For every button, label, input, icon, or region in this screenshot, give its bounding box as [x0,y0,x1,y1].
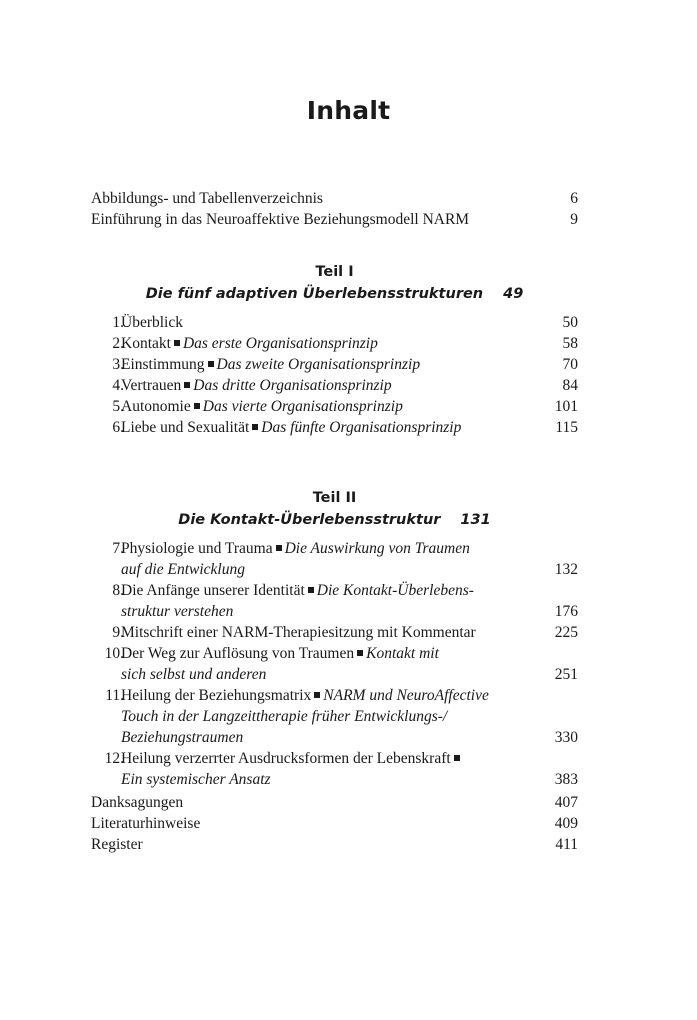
chapter-title-line [121,354,521,375]
chapter-title-main: Einstimmung [121,356,205,373]
chapter-title-line [121,333,521,354]
part-subtitle-text: Die fünf adaptiven Überlebensstrukturen [145,286,484,302]
chapter-title-main: Vertrauen [121,377,182,394]
chapter-number: 12. [104,750,124,767]
chapter-title-line [121,685,521,706]
chapter-title-line [121,601,521,622]
chapter-page: 58 [562,335,578,352]
chapter-entry [91,312,578,333]
part-page: 49 [503,286,524,302]
chapter-page: 132 [554,561,578,578]
separator-square [252,424,258,430]
separator-square [314,692,320,698]
chapter-page: 84 [562,377,578,394]
chapter-title-main: Heilung verzerrter Ausdrucksformen der Lebenskraft [121,750,451,767]
entry-label: Register [91,836,143,853]
chapter-number: 1. [112,314,124,331]
chapter-title-main: Der Weg zur Auflösung von Traumen [121,645,355,662]
separator-square [357,650,363,656]
chapter-title-line [121,580,521,601]
entry-page: 409 [554,815,578,832]
chapter-title-line [121,622,521,643]
chapter-title-main: Autonomie [121,398,191,415]
chapter-title-line [121,417,521,438]
chapter-entry [91,685,578,748]
chapter-entry [91,748,578,790]
entry-label: Danksagungen [91,794,184,811]
chapter-title-line [121,375,521,396]
chapter-title-line [121,706,521,727]
chapter-entry [91,622,578,643]
page-title: Inhalt [306,96,391,125]
chapter-number: 7. [112,540,124,557]
chapter-subtitle: Das dritte Organisationsprinzip [193,377,392,394]
chapter-title-main: Überblick [121,314,183,331]
chapter-subtitle: NARM und NeuroAffective [323,687,489,704]
entry-page: 9 [570,211,578,228]
chapter-title-line [121,559,521,580]
chapter-number: 8. [112,582,124,599]
chapter-page: 251 [554,666,578,683]
chapter-subtitle: auf die Entwicklung [121,561,245,578]
chapter-title-line [121,748,521,769]
chapter-title-main: Heilung der Beziehungsmatrix [121,687,312,704]
chapter-title [121,375,521,396]
chapter-page: 101 [554,398,578,415]
chapter-page: 225 [554,624,578,641]
chapter-title [121,396,521,417]
entry-label: Einführung in das Neuroaffektive Beziehungsmodell NARM [91,211,470,228]
chapter-subtitle: Die Kontakt-Überlebens- [316,582,474,599]
chapter-title-line [121,664,521,685]
chapter-title-main: Mitschrift einer NARM-Therapiesitzung mit Kommentar [121,624,476,641]
chapter-page: 176 [554,603,578,620]
part-subtitle-text: Die Kontakt-Überlebensstruktur [178,512,441,528]
part-subtitle [91,284,578,304]
chapter-title [121,622,521,643]
chapter-number: 11. [105,687,124,704]
chapter-subtitle: Das fünfte Organisationsprinzip [261,419,462,436]
chapter-number: 3. [112,356,124,373]
chapter-title-line [121,538,521,559]
chapter-subtitle: Kontakt mit [366,645,439,662]
chapter-title-line [121,396,521,417]
chapter-title-line [121,727,521,748]
separator-square [454,755,460,761]
chapter-title [121,685,521,748]
part-heading: Teil I [315,264,354,280]
chapter-page: 50 [562,314,578,331]
chapter-subtitle: Touch in der Langzeittherapie früher Entwicklungs-/ [121,708,448,725]
entry-label: Abbildungs- und Tabellenverzeichnis [91,190,323,207]
entry-label: Literaturhinweise [91,815,201,832]
chapter-title [121,354,521,375]
chapter-number: 6. [112,419,124,436]
chapter-entry [91,538,578,580]
chapter-title-main: Physiologie und Trauma [121,540,273,557]
chapter-page: 115 [555,419,578,436]
separator-square [184,382,190,388]
chapter-title-main: Liebe und Sexualität [121,419,250,436]
chapter-title-line [121,312,521,333]
part-heading: Teil II [312,490,357,506]
chapter-title-line [121,643,521,664]
entry-page: 6 [570,190,578,207]
separator-square [308,587,314,593]
chapter-title [121,748,521,790]
chapter-title [121,643,521,685]
chapter-title-main: Kontakt [121,335,171,352]
chapter-subtitle: Das zweite Organisationsprinzip [216,356,421,373]
chapter-entry [91,643,578,685]
chapter-number: 9. [112,624,124,641]
chapter-page: 383 [554,771,578,788]
chapter-title [121,417,521,438]
chapter-entry [91,580,578,622]
chapter-entry [91,375,578,396]
chapter-title [121,333,521,354]
part-page: 131 [460,512,491,528]
chapter-subtitle: Die Auswirkung von Traumen [284,540,470,557]
chapter-subtitle: Ein systemischer Ansatz [121,771,271,788]
chapter-title-line [121,769,521,790]
chapter-page: 70 [562,356,578,373]
chapter-page: 330 [554,729,578,746]
chapter-subtitle: struktur verstehen [121,603,234,620]
separator-square [276,545,282,551]
part-subtitle [91,510,578,530]
chapter-number: 10. [104,645,124,662]
chapter-title [121,312,521,333]
entry-page: 411 [555,836,578,853]
chapter-title [121,580,521,622]
chapter-entry [91,333,578,354]
chapter-subtitle: sich selbst und anderen [121,666,267,683]
chapter-subtitle: Beziehungstraumen [121,729,244,746]
chapter-entry [91,354,578,375]
entry-page: 407 [554,794,578,811]
chapter-number: 5. [112,398,124,415]
chapter-entry [91,417,578,438]
chapter-title-main: Die Anfänge unserer Identität [121,582,305,599]
chapter-number: 2. [112,335,124,352]
separator-square [194,403,200,409]
chapter-entry [91,396,578,417]
chapter-subtitle: Das vierte Organisationsprinzip [202,398,403,415]
chapter-subtitle: Das erste Organisationsprinzip [182,335,378,352]
chapter-number: 4. [112,377,124,394]
chapter-title [121,538,521,580]
separator-square [208,361,214,367]
separator-square [174,340,180,346]
